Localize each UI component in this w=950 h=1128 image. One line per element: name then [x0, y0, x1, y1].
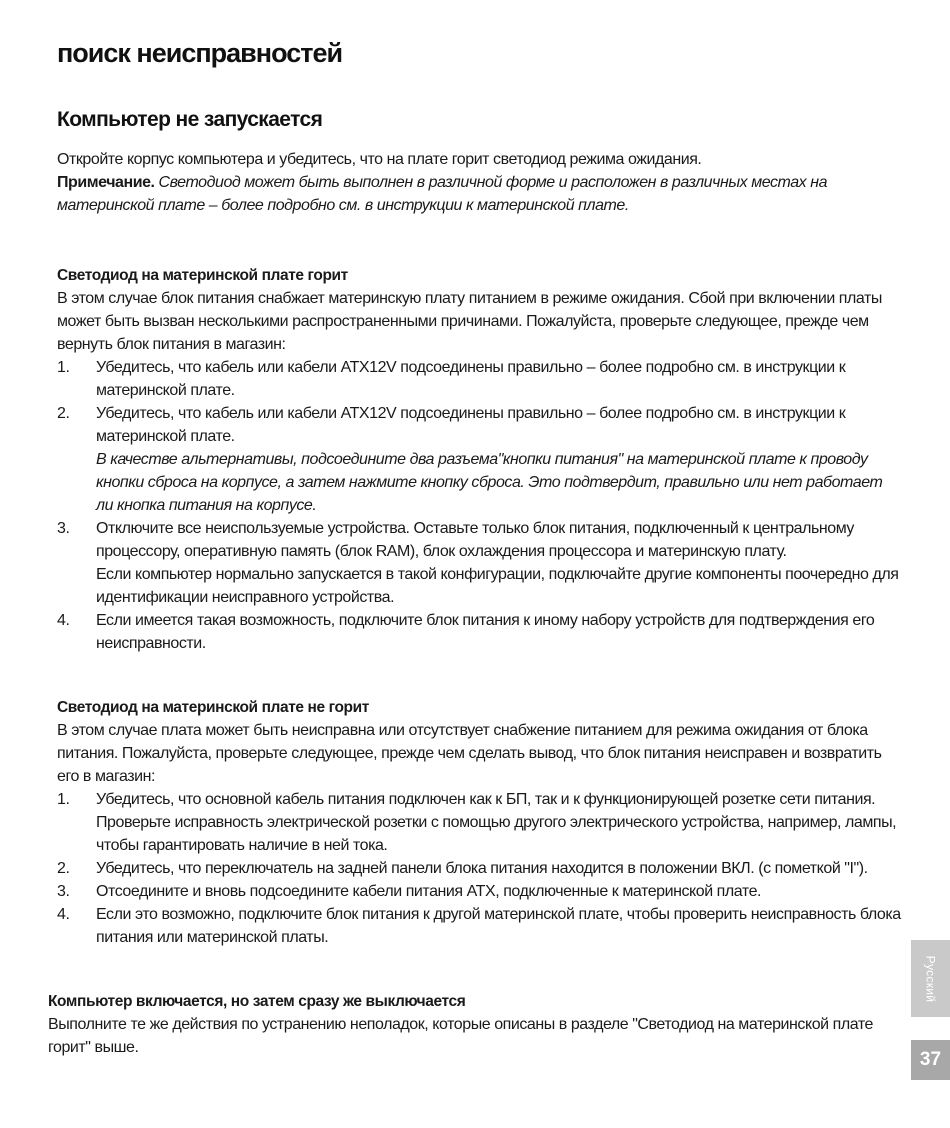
section-turns-off [48, 990, 893, 1059]
section-led-on [57, 264, 903, 655]
list-item-text: Убедитесь, что кабель или кабели ATX12V подсоединены правильно – более подробно см. в инструкции к материнской плате. [96, 405, 846, 445]
list-item-number: 2. [57, 405, 70, 422]
list-item-number: 3. [57, 520, 70, 537]
section-led-on-paragraph: В этом случае блок питания снабжает материнскую плату питанием в режиме ожидания. Сбой при включении платы может быть вызван несколькими распространенными причинами. Пожалуйста, проверьте следующее, прежде чем вернуть блок питания в магазин: [57, 290, 882, 353]
page-number: 37 [911, 1040, 950, 1080]
list-item-text: Если это возможно, подключите блок питания к другой материнской плате, чтобы проверить неисправность блока питания или материнской платы. [96, 906, 901, 946]
list-item-text: Если имеется такая возможность, подключите блок питания к иному набору устройств для подтверждения его неисправности. [96, 612, 875, 652]
list-item-number: 2. [57, 860, 70, 877]
list-item-text: Убедитесь, что основной кабель питания подключен как к БП, так и к функционирующей розетке сети питания. Проверьте исправность электрической розетки с помощью другого электрического устройства, например, лампы, чтобы гарантировать наличие в ней тока. [96, 791, 897, 854]
language-label: Русский [923, 955, 938, 1002]
list-item [57, 356, 903, 402]
list-item-italic-note: В качестве альтернативы, подсоедините два разъема"кнопки питания" на материнской плате к проводу кнопки сброса на корпусе, а затем нажмите кнопку сброса. Это подтвердит, правильно или нет работает ли кнопка питания на корпусе. [96, 451, 883, 514]
list-item-number: 1. [57, 791, 70, 808]
led-on-steps [57, 356, 903, 655]
list-item [57, 880, 903, 903]
section-turns-off-paragraph: Выполните те же действия по устранению неполадок, которые описаны в разделе "Светодиод на материнской плате горит" выше. [48, 1016, 873, 1056]
section-title: Компьютер не запускается [57, 108, 323, 131]
list-item [57, 788, 903, 857]
led-off-steps [57, 788, 903, 949]
note-text: Светодиод может быть выполнен в различной форме и расположен в различных местах на материнской плате – более подробно см. в инструкции к материнской плате. [57, 174, 828, 214]
page-title: поиск неисправностей [57, 38, 343, 68]
list-item-continuation: Если компьютер нормально запускается в такой конфигурации, подключайте другие компоненты поочередно для идентификации неисправного устройства. [96, 566, 899, 606]
list-item-text: Убедитесь, что переключатель на задней панели блока питания находится в положении ВКЛ. (с пометкой "I"). [96, 860, 868, 877]
list-item [57, 402, 903, 517]
note-label: Примечание. [57, 174, 155, 191]
list-item [57, 609, 903, 655]
list-item [57, 517, 903, 609]
list-item-text: Убедитесь, что кабель или кабели ATX12V подсоединены правильно – более подробно см. в инструкции к материнской плате. [96, 359, 846, 399]
intro-text: Откройте корпус компьютера и убедитесь, что на плате горит светодиод режима ожидания. [57, 151, 702, 168]
intro-block [57, 148, 897, 217]
list-item-text: Отсоедините и вновь подсоедините кабели питания ATX, подключенные к материнской плате. [96, 883, 762, 900]
section-led-off-paragraph: В этом случае плата может быть неисправна или отсутствует снабжение питанием для режима ожидания от блока питания. Пожалуйста, проверьте следующее, прежде чем сделать вывод, что блок питания неисправен и возвратить его в магазин: [57, 722, 882, 785]
language-side-tab [911, 940, 950, 1017]
section-turns-off-title: Компьютер включается, но затем сразу же выключается [48, 993, 466, 1010]
list-item-number: 1. [57, 359, 70, 376]
list-item-number: 4. [57, 612, 70, 629]
note-paragraph [57, 171, 897, 217]
section-led-off [57, 696, 903, 949]
list-item-number: 3. [57, 883, 70, 900]
list-item-text: Отключите все неиспользуемые устройства. Оставьте только блок питания, подключенный к центральному процессору, оперативную память (блок RAM), блок охлаждения процессора и материнскую плату. [96, 520, 854, 560]
list-item-number: 4. [57, 906, 70, 923]
section-led-off-title: Светодиод на материнской плате не горит [57, 699, 369, 716]
list-item [57, 903, 903, 949]
section-led-on-title: Светодиод на материнской плате горит [57, 267, 348, 284]
list-item [57, 857, 903, 880]
